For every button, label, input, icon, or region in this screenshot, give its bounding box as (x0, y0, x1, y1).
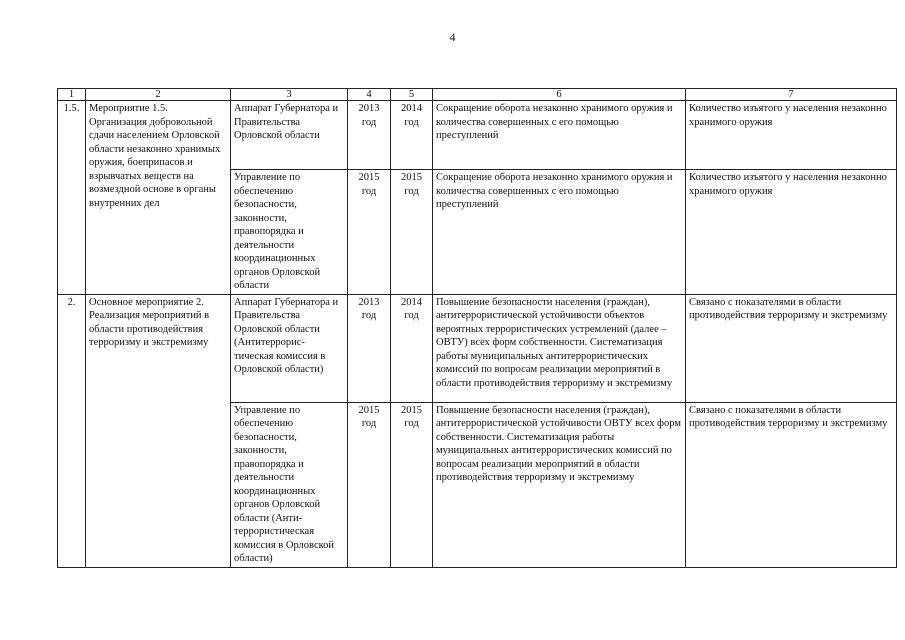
event-name: Основное мероприятие 2. Реализация мероприятий в области противодействия терроризму и экстремизму (86, 294, 231, 567)
table-row (58, 101, 897, 170)
executor: Управление по обеспечению безопасности, законности, правопорядка и деятельности координационных органов Орловской области (Анти-террористическая комиссия в Орловской области) (231, 402, 348, 567)
end-year: 2014 год (391, 294, 433, 402)
col-header: 7 (686, 89, 897, 101)
executor: Аппарат Губернатора и Правительства Орловской области (Антитеррорис-тическая комиссия в Орловской области) (231, 294, 348, 402)
indicator: Количество изъятого у населения незаконно хранимого оружия (686, 170, 897, 295)
indicator: Связано с показателями в области противодействия терроризму и экстремизму (686, 294, 897, 402)
col-header: 5 (391, 89, 433, 101)
col-header: 4 (348, 89, 391, 101)
col-header: 1 (58, 89, 86, 101)
col-header: 2 (86, 89, 231, 101)
start-year: 2013 год (348, 101, 391, 170)
start-year: 2015 год (348, 170, 391, 295)
executor: Управление по обеспечению безопасности, законности, правопорядка и деятельности координационных органов Орловской области (231, 170, 348, 295)
row-number: 2. (58, 294, 86, 567)
col-header: 6 (433, 89, 686, 101)
event-name: Мероприятие 1.5. Организация добровольной сдачи населением Орловской области незаконно хранимых оружия, боеприпасов и взрывчатых веществ на возмездной основе в органы внутренних дел (86, 101, 231, 295)
indicator: Связано с показателями в области противодействия терроризму и экстремизму (686, 402, 897, 567)
expected-result: Повышение безопасности населения (граждан), антитеррористической устойчивости ОВТУ всех форм собственности. Систематизация работы муниципальных антитеррористических комиссий по вопросам реализации мероприятий в области противодействия терроризму и экстремизму (433, 402, 686, 567)
col-header: 3 (231, 89, 348, 101)
table-row (58, 294, 897, 402)
page-number: 4 (449, 30, 456, 44)
expected-result: Сокращение оборота незаконно хранимого оружия и количества совершенных с его помощью преступлений (433, 101, 686, 170)
expected-result: Повышение безопасности населения (граждан), антитеррористической устойчивости объектов вероятных террористических устремлений (далее – ОВТУ) всех форм собственности. Систематизация работы муниципальных антитеррористических комиссий по вопросам реализации мероприятий в области противодействия терроризму и экстремизму (433, 294, 686, 402)
header-row (58, 89, 897, 101)
start-year: 2015 год (348, 402, 391, 567)
start-year: 2013 год (348, 294, 391, 402)
executor: Аппарат Губернатора и Правительства Орловской области (231, 101, 348, 170)
end-year: 2015 год (391, 170, 433, 295)
program-table (57, 88, 897, 568)
end-year: 2014 год (391, 101, 433, 170)
indicator: Количество изъятого у населения незаконно хранимого оружия (686, 101, 897, 170)
end-year: 2015 год (391, 402, 433, 567)
expected-result: Сокращение оборота незаконно хранимого оружия и количества совершенных с его помощью преступлений (433, 170, 686, 295)
row-number: 1.5. (58, 101, 86, 295)
